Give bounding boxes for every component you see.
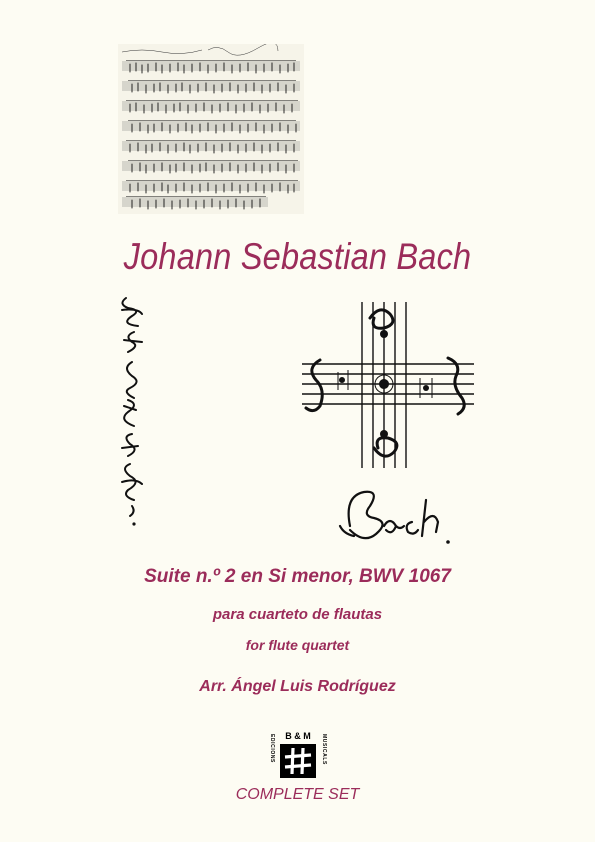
sharp-icon: [280, 744, 316, 778]
composer-name: Johann Sebastian Bach: [123, 236, 472, 277]
publisher-side-left: EDICIONS: [269, 734, 275, 763]
manuscript-image: [118, 44, 304, 214]
edition-label: COMPLETE SET: [235, 786, 360, 803]
bach-seal-image: [298, 298, 478, 478]
publisher-side-right: MUSICALS: [321, 734, 327, 765]
subtitle-spanish: para cuarteto de flautas: [212, 606, 383, 623]
work-title: Suite n.º 2 en Si menor, BWV 1067: [144, 566, 451, 587]
subtitle-english: for flute quartet: [245, 637, 350, 653]
signature-vertical-image: [112, 292, 152, 532]
bach-signature-image: [336, 486, 454, 548]
publisher-logo-text: B & M: [285, 731, 311, 741]
arranger-credit: Arr. Ángel Luis Rodríguez: [199, 678, 396, 695]
